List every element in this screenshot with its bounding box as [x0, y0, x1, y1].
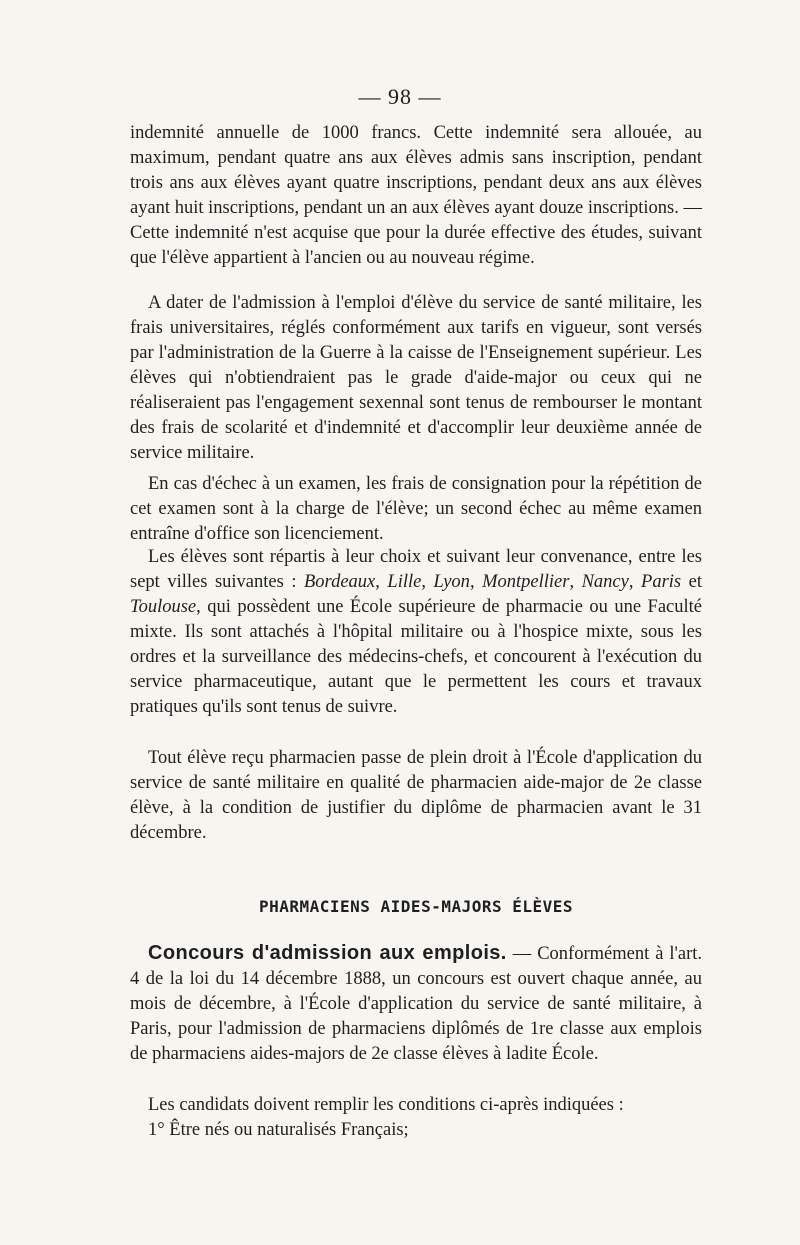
city-name: Montpellier [482, 572, 570, 592]
paragraph-text: 1° Être nés ou naturalisés Français; [148, 1120, 409, 1140]
city-name: Paris [641, 572, 682, 592]
paragraph-conditions [130, 1093, 702, 1118]
paragraph-text: Les candidats doivent remplir les conditions ci-après indiquées : [148, 1095, 624, 1115]
paragraph-concours [130, 941, 702, 1067]
paragraph-text [130, 941, 702, 1067]
paragraph-text: A dater de l'admission à l'emploi d'élève du service de santé militaire, les frais universitaires, réglés conformément aux tarifs en vigueur, sont versés par l'administration de la Guerre à la caisse de l'Enseignement supérieur. Les élèves qui n'obtiendraient pas le grade d'aide-major ou ceux qui ne réaliseraient pas l'engagement sexennal sont tenus de rembourser le montant des frais de scolarité et d'indemnité et d'accomplir leur deuxième année de service militaire. [130, 293, 702, 463]
page-number: — 98 — [358, 84, 442, 109]
city-name: Lille [387, 572, 422, 592]
paragraph-subhead: Concours d'admission aux emplois. [148, 942, 507, 964]
paragraph-university-fees [130, 291, 702, 466]
paragraph-exam-failure [130, 472, 702, 547]
city-name: Lyon [433, 572, 470, 592]
cities-intro: Les élèves sont répartis à leur choix et suivant leur convenance, entre les sept villes suivantes : [130, 547, 702, 592]
paragraph-text: indemnité annuelle de 1000 francs. Cette indemnité sera allouée, au maximum, pendant quatre ans aux élèves admis sans inscription, pendant trois ans aux élèves ayant quatre inscriptions, pendant deux ans aux élèves ayant huit inscriptions, pendant un an aux élèves ayant douze inscriptions. — Cette indemnité n'est acquise que pour la durée effective des études, suivant que l'élève appartient à l'ancien ou au nouveau régime. [130, 123, 702, 268]
list-item-condition-1 [130, 1118, 702, 1143]
city-name: Toulouse [130, 597, 197, 617]
paragraph-text: Tout élève reçu pharmacien passe de plein droit à l'École d'application du service de santé militaire en qualité de pharmacien aide-major de 2e classe élève, à la condition de justifier du diplôme de pharmacien avant le 31 décembre. [130, 748, 702, 843]
paragraph-indemnity [130, 121, 702, 271]
paragraph-body: — Conformément à l'art. 4 de la loi du 14 décembre 1888, un concours est ouvert chaque année, au mois de décembre, à l'École d'application du service de santé militaire, à Paris, pour l'admission de pharmaciens diplômés de 1re classe aux emplois de pharmaciens aides-majors de 2e classe élèves à ladite École. [130, 944, 703, 1064]
city-name: Nancy [581, 572, 629, 592]
cities-outro: , qui possèdent une École supérieure de pharmacie ou une Faculté mixte. Ils sont attachés à l'hôpital militaire ou à l'hospice mixte, sous les ordres et la surveillance des médecins-chefs, et concourent à l'exécution du service pharmaceutique, autant que le permettent les cours et travaux pratiques qu'ils sont tenus de suivre. [130, 597, 702, 717]
paragraph-cities [130, 545, 702, 720]
section-heading: PHARMACIENS AIDES-MAJORS ÉLÈVES [258, 897, 574, 916]
city-name: Bordeaux [304, 572, 376, 592]
paragraph-text: Les élèves sont répartis à leur choix et suivant leur convenance, entre les sept villes suivantes : Bordeaux, Lille, Lyon, Montpellier, Nancy, Paris et Toulouse, qui possèdent une École supérieure de pharmacie ou une Faculté mixte. Ils sont attachés à l'hôpital militaire ou à l'hospice mixte, sous les ordres et la surveillance des médecins-chefs, et concourent à l'exécution du service pharmaceutique, autant que le permettent les cours et travaux pratiques qu'ils sont tenus de suivre. [130, 547, 702, 717]
paragraph-text: En cas d'échec à un examen, les frais de consignation pour la répétition de cet examen sont à la charge de l'élève; un second échec au même examen entraîne d'office son licenciement. [130, 474, 702, 544]
paragraph-admission-ecole [130, 746, 702, 846]
